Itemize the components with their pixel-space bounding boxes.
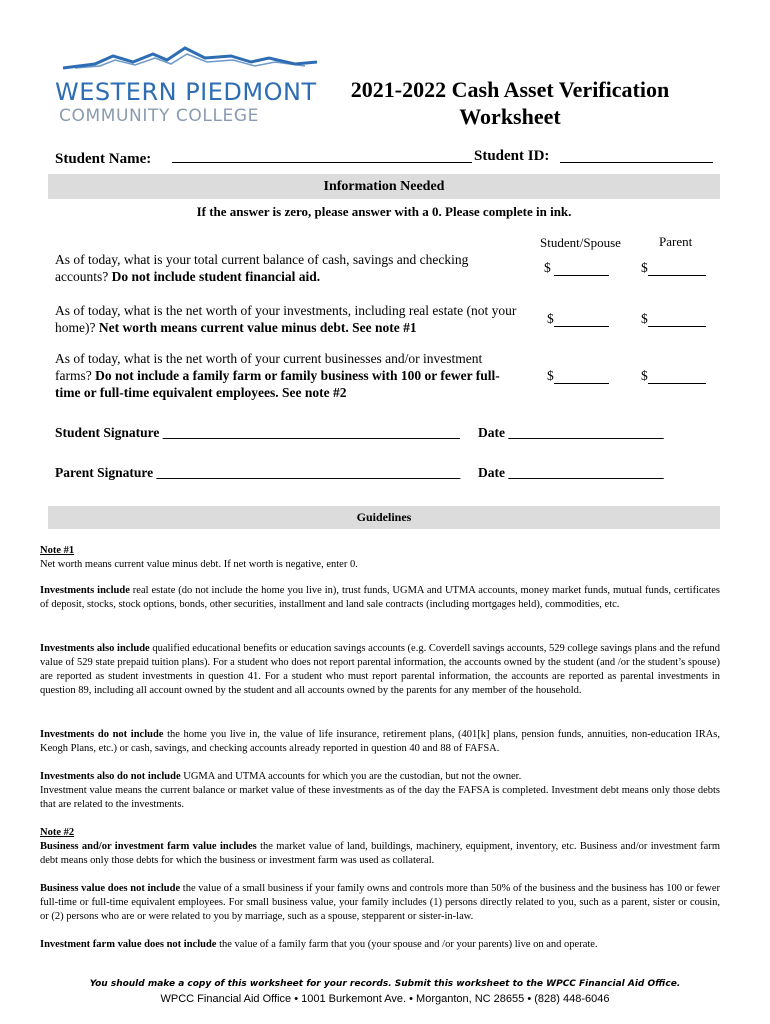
info-header: Information Needed bbox=[323, 179, 445, 194]
footer-address: WPCC Financial Aid Office • 1001 Burkemont Ave. • Morganton, NC 28655 • (828) 448-6046 bbox=[160, 993, 610, 1005]
answer-investments-student[interactable] bbox=[547, 311, 609, 327]
footer-instructions: You should make a copy of this worksheet for your records. Submit this worksheet to the WPCC Financial Aid Office. bbox=[89, 979, 681, 989]
question-cash bbox=[55, 251, 495, 285]
dollar-sign: $ bbox=[547, 368, 554, 383]
question-bold: Do not include a family farm or family business with 100 or fewer full-time or full-time equivalent employees. See note #2 bbox=[55, 368, 500, 400]
para-bold: Investments also do not include bbox=[40, 771, 181, 782]
question-text: As of today, what is your total current balance of cash, savings and checking accounts? bbox=[55, 252, 469, 284]
info-header-band bbox=[48, 174, 720, 199]
parent-signature-field[interactable]: Parent Signature _____________________________________________ bbox=[55, 465, 461, 480]
farm-not-include bbox=[40, 938, 720, 952]
parent-date-field[interactable]: Date _______________________ bbox=[478, 465, 664, 480]
business-not-include bbox=[40, 882, 720, 924]
answer-investments-parent[interactable] bbox=[641, 311, 706, 327]
note1-text: Net worth means current value minus debt. If net worth is negative, enter 0. bbox=[40, 559, 358, 570]
investments-include bbox=[40, 584, 720, 612]
para-text: qualified educational benefits or education savings accounts (e.g. Coverdell savings accounts, 529 college savings plans and the refund value of 529 state prepaid tuition plans). For a student who does not report parental information, the accounts owned by the student (and /or the student’s spouse) are reported as student investments in question 41. For a student who must report parental information, the accounts are reported as parental investments in question 89, including all account owned by the student and all accounts owned by the parents for any member of the household. bbox=[40, 643, 720, 696]
column-parent: Parent bbox=[659, 234, 693, 249]
student-date-field[interactable]: Date _______________________ bbox=[478, 425, 664, 440]
student-id-label: Student ID: bbox=[474, 148, 550, 164]
column-student-spouse: Student/Spouse bbox=[540, 235, 621, 250]
note2 bbox=[40, 826, 720, 868]
para-text: the value of a family farm that you (your spouse and /or your parents) live on and operate. bbox=[216, 939, 598, 950]
para-text: the value of a small business if your family owns and controls more than 50% of the business and the business has 100 or fewer full-time or full-time equivalent employees. For small business value, your family includes (1) persons directly related to you, such as a parent, sister or cousin, or (2) persons who are or were related to you by marriage, such as a spouse, stepparent or sister-in-law. bbox=[40, 883, 720, 922]
dollar-sign: $ bbox=[544, 260, 555, 275]
note1-title: Note #1 bbox=[40, 545, 75, 556]
para-bold: Investments include bbox=[40, 585, 130, 596]
para-bold: Investment farm value does not include bbox=[40, 939, 217, 950]
para-text: the market value of land, buildings, machinery, equipment, inventory, etc. Business and/or investment farm debt means only those debts for which the business or investment farm was used as collateral. bbox=[40, 841, 720, 866]
para-text: the home you live in, the value of life insurance, retirement plans, (401[k] plans, pension funds, annuities, non-education IRAs, Keogh Plans, etc.) or cash, savings, and checking accounts already reported in question 40 and 88 of FAFSA. bbox=[40, 729, 720, 754]
para-text: UGMA and UTMA accounts for which you are the custodian, but not the owner. bbox=[180, 771, 522, 782]
para-text: real estate (do not include the home you live in), trust funds, UGMA and UTMA accounts, money market funds, mutual funds, certificates of deposit, stocks, stock options, bonds, other securities, installment and land sale contracts (including mortgages held), commodities, etc. bbox=[40, 585, 720, 610]
title-line1: 2021-2022 Cash Asset Verification bbox=[350, 77, 670, 102]
answer-businesses-parent[interactable] bbox=[641, 368, 706, 384]
logo-line2: COMMUNITY COLLEGE bbox=[59, 106, 259, 126]
guidelines-header: Guidelines bbox=[356, 510, 412, 524]
dollar-sign: $ bbox=[547, 311, 554, 326]
instructions: If the answer is zero, please answer with a 0. Please complete in ink. bbox=[196, 204, 572, 219]
para-bold: Investments do not include bbox=[40, 729, 164, 740]
college-logo bbox=[55, 44, 335, 134]
answer-cash-student[interactable] bbox=[544, 260, 609, 276]
investments-also-include bbox=[40, 642, 720, 698]
dollar-sign: $ bbox=[641, 311, 648, 326]
note1 bbox=[40, 544, 720, 572]
question-bold: Do not include student financial aid. bbox=[111, 269, 321, 284]
para-bold: Business value does not include bbox=[40, 883, 181, 894]
para-bold: Business and/or investment farm value includes bbox=[40, 841, 257, 852]
dollar-sign: $ bbox=[641, 260, 648, 275]
investments-also-not-include bbox=[40, 770, 720, 812]
investments-do-not-include bbox=[40, 728, 720, 756]
question-businesses bbox=[55, 350, 515, 401]
para-bold: Investments also include bbox=[40, 643, 150, 654]
note2-title: Note #2 bbox=[40, 827, 75, 838]
question-text: As of today, what is the net worth of your investments, including real estate (not your home)? bbox=[55, 303, 517, 335]
question-text: As of today, what is the net worth of your current businesses and/or investment farms? bbox=[55, 351, 483, 383]
title-line2: Worksheet bbox=[459, 104, 561, 129]
question-investments bbox=[55, 302, 533, 336]
logo-line1: WESTERN PIEDMONT bbox=[55, 78, 317, 106]
student-signature-field[interactable]: Student Signature ____________________________________________ bbox=[55, 425, 460, 440]
dollar-sign: $ bbox=[641, 368, 648, 383]
answer-businesses-student[interactable] bbox=[547, 368, 609, 384]
para-text: Investment value means the current balance or market value of these investments as of the day the FAFSA is completed. Investment debt means only those debts that are related to the investments. bbox=[40, 785, 720, 810]
answer-cash-parent[interactable] bbox=[641, 260, 706, 276]
student-name-field[interactable] bbox=[172, 162, 472, 163]
student-id-field[interactable] bbox=[560, 162, 713, 163]
page-title bbox=[330, 76, 690, 130]
question-bold: Net worth means current value minus debt. See note #1 bbox=[98, 320, 417, 335]
guidelines-band bbox=[48, 506, 720, 529]
student-name-label: Student Name: bbox=[55, 151, 152, 167]
